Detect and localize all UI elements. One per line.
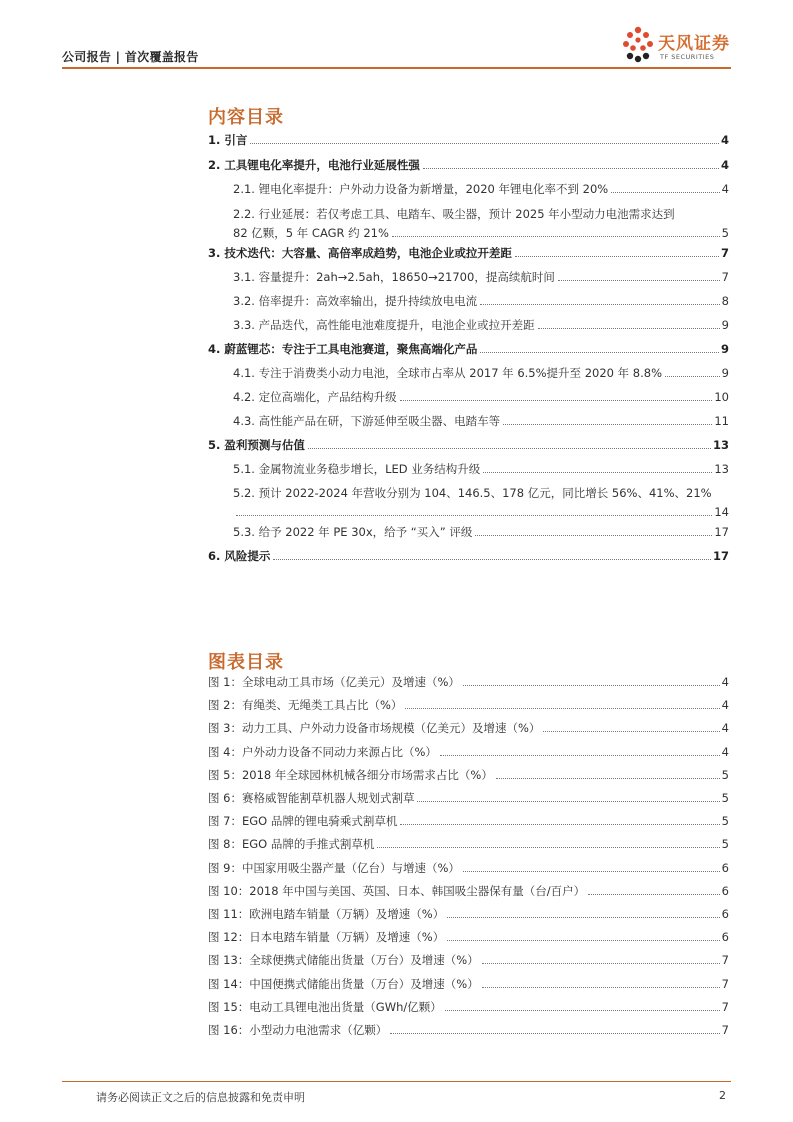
figure-leader xyxy=(463,871,720,872)
toc-entry[interactable] xyxy=(208,366,729,381)
toc-entry-page: 13 xyxy=(714,462,729,476)
toc-entry-page: 9 xyxy=(721,366,729,380)
header-divider xyxy=(62,67,731,69)
toc-leader xyxy=(483,472,712,473)
toc-entry-text: 3.2. 倍率提升：高效率输出，提升持续放电电流 xyxy=(233,294,478,308)
figure-leader xyxy=(482,987,720,988)
toc-entry-text: 5.3. 给予 2022 年 PE 30x，给予 “买入” 评级 xyxy=(233,525,473,539)
toc-entry[interactable] xyxy=(208,390,729,405)
toc-entry-text: 5.2. 预计 2022-2024 年营收分别为 104、146.5、178 亿元，同比增长 56%、41%、21% xyxy=(233,486,712,500)
figure-entry[interactable] xyxy=(208,977,729,992)
toc-leader xyxy=(236,515,712,516)
figure-leader xyxy=(377,847,719,848)
toc-leader xyxy=(480,352,719,353)
toc-leader xyxy=(665,376,720,377)
toc-leader xyxy=(480,304,720,305)
figure-entry-text: 图 4：户外动力设备不同动力来源占比（%） xyxy=(208,744,437,759)
figure-leader xyxy=(588,894,720,895)
report-type-label: 公司报告 | 首次覆盖报告 xyxy=(62,50,199,64)
toc-entry-text: 6. 风险提示 xyxy=(208,549,271,563)
figure-entry[interactable] xyxy=(208,1000,729,1015)
toc-entry-text-cont: 82 亿颗，5 年 CAGR 约 21% xyxy=(233,226,389,240)
figure-entry-text: 图 6：赛格威智能割草机器人规划式割草 xyxy=(208,791,415,805)
figure-entry-text: 图 9：中国家用吸尘器产量（亿台）与增速（%） xyxy=(208,860,460,875)
figure-entry-text: 图 15：电动工具锂电池出货量（GWh/亿颗） xyxy=(208,999,442,1014)
toc-leader xyxy=(273,559,711,560)
toc-entry-page: 9 xyxy=(721,318,729,332)
figure-entry-page: 6 xyxy=(721,883,729,898)
figure-entry-text: 图 2：有绳类、无绳类工具占比（%） xyxy=(208,698,403,713)
figure-leader xyxy=(390,1033,719,1034)
toc-entry-text: 5. 盈利预测与估值 xyxy=(208,438,305,452)
figure-entry-page: 4 xyxy=(721,744,729,759)
toc-entry[interactable] xyxy=(208,207,729,241)
figure-entry-page: 7 xyxy=(721,976,729,991)
toc-entry-text: 4.2. 定位高端化，产品结构升级 xyxy=(233,390,397,404)
figure-entry-text: 图 13：全球便携式储能出货量（万台）及增速（%） xyxy=(208,953,479,968)
toc-entry-text: 3.3. 产品迭代，高性能电池难度提升，电池企业或拉开差距 xyxy=(233,318,535,332)
toc-entry-text: 2.2. 行业延展：若仅考虑工具、电踏车、吸尘器，预计 2025 年小型动力电池需求达到 xyxy=(233,207,675,221)
figure-entry-text: 图 7：EGO 品牌的锂电骑乘式割草机 xyxy=(208,814,398,829)
figure-entry[interactable] xyxy=(208,907,729,922)
toc-entry-text: 2.1. 锂电化率提升：户外动力设备为新增量，2020 年锂电化率不到 20% xyxy=(233,182,609,196)
toc-entry[interactable] xyxy=(208,486,729,520)
figure-leader xyxy=(445,1010,720,1011)
toc-entry-text: 4.3. 高性能产品在研，下游延伸至吸尘器、电踏车等 xyxy=(233,414,501,428)
figure-entry-text: 图 12：日本电踏车销量（万辆）及增速（%） xyxy=(208,930,445,945)
figure-entry-page: 4 xyxy=(721,721,729,736)
logo-mark-icon xyxy=(620,24,656,66)
footer-disclaimer: 请务必阅读正文之后的信息披露和免责申明 xyxy=(96,1091,305,1104)
figure-entry[interactable] xyxy=(208,861,729,876)
figure-entry-page: 4 xyxy=(721,698,729,713)
toc-entry[interactable] xyxy=(208,318,729,333)
toc-entry[interactable] xyxy=(208,342,729,357)
toc-entry-page: 13 xyxy=(712,438,729,452)
toc-entry[interactable] xyxy=(208,438,729,453)
footer-divider xyxy=(62,1081,731,1082)
toc-entry[interactable] xyxy=(208,525,729,540)
toc-leader xyxy=(475,535,712,536)
figure-list-title: 图表目录 xyxy=(208,652,284,673)
toc-entry[interactable] xyxy=(208,414,729,429)
toc-entry[interactable] xyxy=(208,133,729,148)
toc-entry-page: 17 xyxy=(712,549,729,563)
figure-entry-page: 6 xyxy=(721,930,729,945)
figure-entry-page: 7 xyxy=(721,999,729,1014)
figure-leader xyxy=(447,917,719,918)
toc-entry-text: 1. 引言 xyxy=(208,133,248,147)
toc-entry[interactable] xyxy=(208,158,729,173)
figure-entry-page: 7 xyxy=(721,1023,729,1037)
toc-leader xyxy=(611,192,719,193)
toc-entry[interactable] xyxy=(208,294,729,309)
figure-entry[interactable] xyxy=(208,791,729,806)
figure-entry-text: 图 14：中国便携式储能出货量（万台）及增速（%） xyxy=(208,976,479,991)
toc-entry[interactable] xyxy=(208,182,729,197)
figure-entry-text: 图 8：EGO 品牌的手推式割草机 xyxy=(208,837,375,852)
logo-subtext: TF SECURITIES xyxy=(660,53,715,61)
figure-entry-page: 6 xyxy=(721,860,729,875)
toc-entry-text: 5.1. 金属物流业务稳步增长，LED 业务结构升级 xyxy=(233,462,481,476)
figure-entry[interactable] xyxy=(208,930,729,945)
toc-entry-text: 3.1. 容量提升：2ah→2.5ah，18650→21700，提高续航时间 xyxy=(233,270,555,284)
toc-entry-page: 4 xyxy=(721,182,729,196)
toc-entry-page: 8 xyxy=(721,294,729,308)
toc-leader xyxy=(423,168,719,169)
figure-leader xyxy=(496,778,720,779)
figure-entry-page: 4 xyxy=(721,675,729,689)
figure-leader xyxy=(482,963,720,964)
figure-entry[interactable] xyxy=(208,1023,729,1038)
figure-entry[interactable] xyxy=(208,814,729,829)
toc-entry-page: 14 xyxy=(714,505,729,519)
toc-title: 内容目录 xyxy=(208,107,284,128)
toc-entry-page: 11 xyxy=(714,414,729,428)
figure-entry-text: 图 16：小型动力电池需求（亿颗） xyxy=(208,1023,388,1037)
figure-entry[interactable] xyxy=(208,745,729,760)
figure-leader xyxy=(400,824,719,825)
figure-entry[interactable] xyxy=(208,768,729,783)
figure-entry[interactable] xyxy=(208,721,729,736)
figure-leader xyxy=(463,685,720,686)
toc-leader xyxy=(308,448,711,449)
figure-leader xyxy=(543,731,719,732)
toc-entry-text: 3. 技术迭代：大容量、高倍率成趋势，电池企业或拉开差距 xyxy=(208,246,512,260)
toc-entry-page: 7 xyxy=(721,270,729,284)
page-number: 2 xyxy=(719,1089,726,1102)
figure-entry[interactable] xyxy=(208,953,729,968)
figure-entry-text: 图 10：2018 年中国与美国、英国、日本、韩国吸尘器保有量（台/百户） xyxy=(208,883,586,898)
toc-entry-page: 5 xyxy=(721,226,729,240)
figure-leader xyxy=(440,755,720,756)
toc-entry-page: 4 xyxy=(720,158,729,172)
figure-entry-text: 图 5：2018 年全球园林机械各细分市场需求占比（%） xyxy=(208,767,493,782)
toc-entry-text: 4.1. 专注于消费类小动力电池，全球市占率从 2017 年 6.5%提升至 2020 年 8.8% xyxy=(233,366,662,380)
figure-entry[interactable] xyxy=(208,837,729,852)
logo-text: 天风证券 xyxy=(658,34,730,54)
toc-leader xyxy=(538,328,720,329)
figure-entry-page: 6 xyxy=(721,907,729,921)
figure-leader xyxy=(447,940,719,941)
figure-entry[interactable] xyxy=(208,675,729,690)
figure-entry-text: 图 3：动力工具、户外动力设备市场规模（亿美元）及增速（%） xyxy=(208,721,541,736)
toc-leader xyxy=(503,424,712,425)
figure-entry-page: 5 xyxy=(721,814,729,829)
toc-entry-text: 4. 蔚蓝锂芯：专注于工具电池赛道，聚焦高端化产品 xyxy=(208,342,478,356)
figure-entry-page: 5 xyxy=(721,837,729,852)
toc-entry-page: 7 xyxy=(720,246,729,260)
toc-leader xyxy=(392,236,720,237)
toc-leader xyxy=(400,400,713,401)
toc-entry-page: 10 xyxy=(714,390,729,404)
figure-leader xyxy=(417,801,719,802)
figure-entry-page: 5 xyxy=(721,767,729,782)
toc-entry-page: 4 xyxy=(720,133,729,147)
figure-entry-text: 图 11：欧洲电踏车销量（万辆）及增速（%） xyxy=(208,907,445,921)
figure-entry[interactable] xyxy=(208,884,729,899)
toc-entry[interactable] xyxy=(208,246,729,261)
figure-entry-page: 5 xyxy=(721,791,729,805)
company-logo xyxy=(620,24,732,66)
toc-entry[interactable] xyxy=(208,549,729,564)
toc-entry-page: 17 xyxy=(714,525,729,539)
toc-leader xyxy=(515,256,719,257)
figure-entry[interactable] xyxy=(208,698,729,713)
figure-entry-text: 图 1：全球电动工具市场（亿美元）及增速（%） xyxy=(208,675,460,689)
toc-leader xyxy=(558,280,720,281)
toc-leader xyxy=(250,143,719,144)
toc-entry[interactable] xyxy=(208,462,729,477)
toc-entry-text: 2. 工具锂电化率提升，电池行业延展性强 xyxy=(208,158,420,172)
figure-leader xyxy=(405,708,719,709)
figure-entry-page: 7 xyxy=(721,953,729,968)
toc-entry[interactable] xyxy=(208,270,729,285)
toc-entry-page: 9 xyxy=(720,342,729,356)
